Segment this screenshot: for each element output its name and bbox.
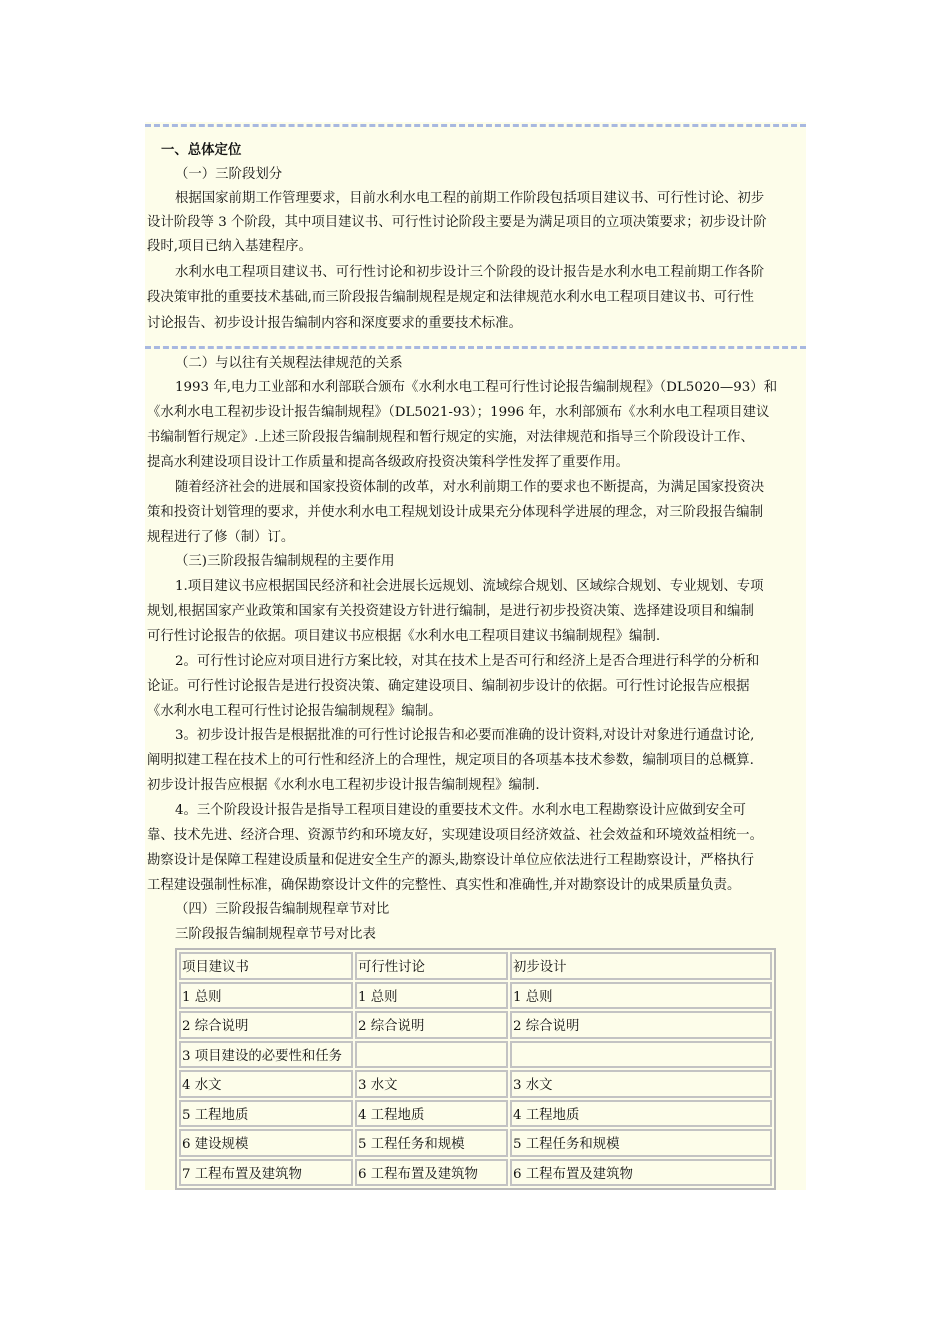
section2-para1-line4: 提高水利建设项目设计工作质量和提高各级政府投资决策科学性发挥了重要作用。 [147, 455, 630, 470]
section2-para1-line3: 书编制暂行规定》.上述三阶段报告编制规程和暂行规定的实施，对法律规范和指导三个阶段设计工作、 [147, 430, 754, 445]
table-row [179, 1011, 772, 1039]
section3-item4-line3: 勘察设计是保障工程建设质量和促进安全生产的源头,勘察设计单位应依法进行工程勘察设计，严格执行 [147, 853, 754, 868]
section3-item1-line1: 1.项目建议书应根据国民经济和社会进展长远规划、流域综合规划、区域综合规划、专业规划、专项 [175, 579, 764, 594]
section3-item2-line3: 《水利水电工程可行性讨论报告编制规程》编制。 [147, 704, 442, 719]
table-cell: 7 工程布置及建筑物 [179, 1159, 353, 1187]
section2-title: （二）与以往有关规程法律规范的关系 [175, 356, 403, 371]
table-cell: 3 项目建设的必要性和任务 [179, 1041, 353, 1069]
table-cell: 2 综合说明 [355, 1011, 508, 1039]
table-cell: 1 总则 [510, 982, 772, 1010]
dashed-divider-middle [145, 346, 806, 349]
table-cell [355, 1041, 508, 1069]
section2-para1-line1: 1993 年,电力工业部和水利部联合颁布《水利水电工程可行性讨论报告编制规程》（DL5020—93）和 [175, 380, 778, 395]
section3-item4-line2: 靠、技术先进、经济合理、资源节约和环境友好，实现建设项目经济效益、社会效益和环境效益相统一。 [147, 828, 763, 843]
section3-item4-line1: 4。三个阶段设计报告是指导工程项目建设的重要技术文件。水利水电工程勘察设计应做到安全可 [175, 803, 746, 818]
table-cell: 6 工程布置及建筑物 [510, 1159, 772, 1187]
table-cell: 6 工程布置及建筑物 [355, 1159, 508, 1187]
table-cell: 5 工程任务和规模 [355, 1129, 508, 1157]
section1-para1-line2: 设计阶段等 3 个阶段，其中项目建议书、可行性讨论阶段主要是为满足项目的立项决策要求；初步设计阶 [147, 215, 767, 230]
section3-item1-line2: 规划,根据国家产业政策和国家有关投资建设方针进行编制，是进行初步投资决策、选择建设项目和编制 [147, 604, 754, 619]
table-cell [510, 1041, 772, 1069]
section1-para2-line3: 讨论报告、初步设计报告编制内容和深度要求的重要技术标准。 [147, 316, 522, 331]
table-cell: 6 建设规模 [179, 1129, 353, 1157]
table-header-cell: 项目建议书 [179, 952, 353, 980]
table-row [179, 982, 772, 1010]
table-row [179, 1070, 772, 1098]
table-cell: 3 水文 [355, 1070, 508, 1098]
section2-para2-line2: 策和投资计划管理的要求，并使水利水电工程规划设计成果充分体现科学进展的理念，对三阶段报告编制 [147, 505, 763, 520]
section3-item4-line4: 工程建设强制性标准，确保勘察设计文件的完整性、真实性和准确性,并对勘察设计的成果质量负责。 [147, 878, 741, 893]
table-cell: 5 工程地质 [179, 1100, 353, 1128]
section1-para2-line1: 水利水电工程项目建议书、可行性讨论和初步设计三个阶段的设计报告是水利水电工程前期工作各阶 [175, 265, 765, 280]
table-cell: 5 工程任务和规模 [510, 1129, 772, 1157]
section1-title: （一）三阶段划分 [175, 167, 283, 182]
section2-para1-line2: 《水利水电工程初步设计报告编制规程》（DL5021-93）；1996 年，水利部颁布《水利水电工程项目建议 [147, 405, 770, 420]
table-cell: 4 水文 [179, 1070, 353, 1098]
dashed-divider-top [145, 124, 806, 127]
section3-item2-line1: 2。可行性讨论应对项目进行方案比较，对其在技术上是否可行和经济上是否合理进行科学的分析和 [175, 654, 760, 669]
table-header-cell: 初步设计 [510, 952, 772, 980]
section3-item1-line3: 可行性讨论报告的依据。项目建议书应根据《水利水电工程项目建议书编制规程》编制. [147, 629, 661, 644]
table-cell: 4 工程地质 [355, 1100, 508, 1128]
table-row [179, 1100, 772, 1128]
table-row [179, 1041, 772, 1069]
section1-para2-line2: 段决策审批的重要技术基础,而三阶段报告编制规程是规定和法律规范水利水电工程项目建议书、可行性 [147, 290, 754, 305]
table-row [179, 1159, 772, 1187]
section3-item3-line3: 初步设计报告应根据《水利水电工程初步设计报告编制规程》编制. [147, 778, 540, 793]
section3-item2-line2: 论证。可行性讨论报告是进行投资决策、确定建设项目、编制初步设计的依据。可行性讨论报告应根据 [147, 679, 750, 694]
section4-title: （四）三阶段报告编制规程章节对比 [175, 902, 390, 917]
section1-para1-line1: 根据国家前期工作管理要求，目前水利水电工程的前期工作阶段包括项目建议书、可行性讨论、初步 [175, 191, 765, 206]
section3-item3-line1: 3。初步设计报告是根据批准的可行性讨论报告和必要而准确的设计资料,对设计对象进行通盘讨论, [175, 728, 755, 743]
table-cell: 2 综合说明 [510, 1011, 772, 1039]
table-cell: 3 水文 [510, 1070, 772, 1098]
table-cell: 4 工程地质 [510, 1100, 772, 1128]
section2-para2-line3: 规程进行了修（制）订。 [147, 530, 295, 545]
section3-item3-line2: 阐明拟建工程在技术上的可行性和经济上的合理性，规定项目的各项基本技术参数，编制项目的总概算. [147, 753, 754, 768]
heading: 一、总体定位 [161, 142, 242, 158]
section1-para1-line3: 段时,项目已纳入基建程序。 [147, 239, 312, 254]
table-row [179, 1129, 772, 1157]
table-header-row [179, 952, 772, 980]
table-cell: 2 综合说明 [179, 1011, 353, 1039]
chapter-comparison-table [175, 948, 776, 1190]
document-sheet [145, 122, 806, 1190]
table-cell: 1 总则 [355, 982, 508, 1010]
section2-para2-line1: 随着经济社会的进展和国家投资体制的改革，对水利前期工作的要求也不断提高，为满足国家投资决 [175, 480, 765, 495]
table-header-cell: 可行性讨论 [355, 952, 508, 980]
section3-title: （三)三阶段报告编制规程的主要作用 [175, 554, 395, 569]
table-cell: 1 总则 [179, 982, 353, 1010]
table-caption: 三阶段报告编制规程章节号对比表 [175, 927, 376, 942]
